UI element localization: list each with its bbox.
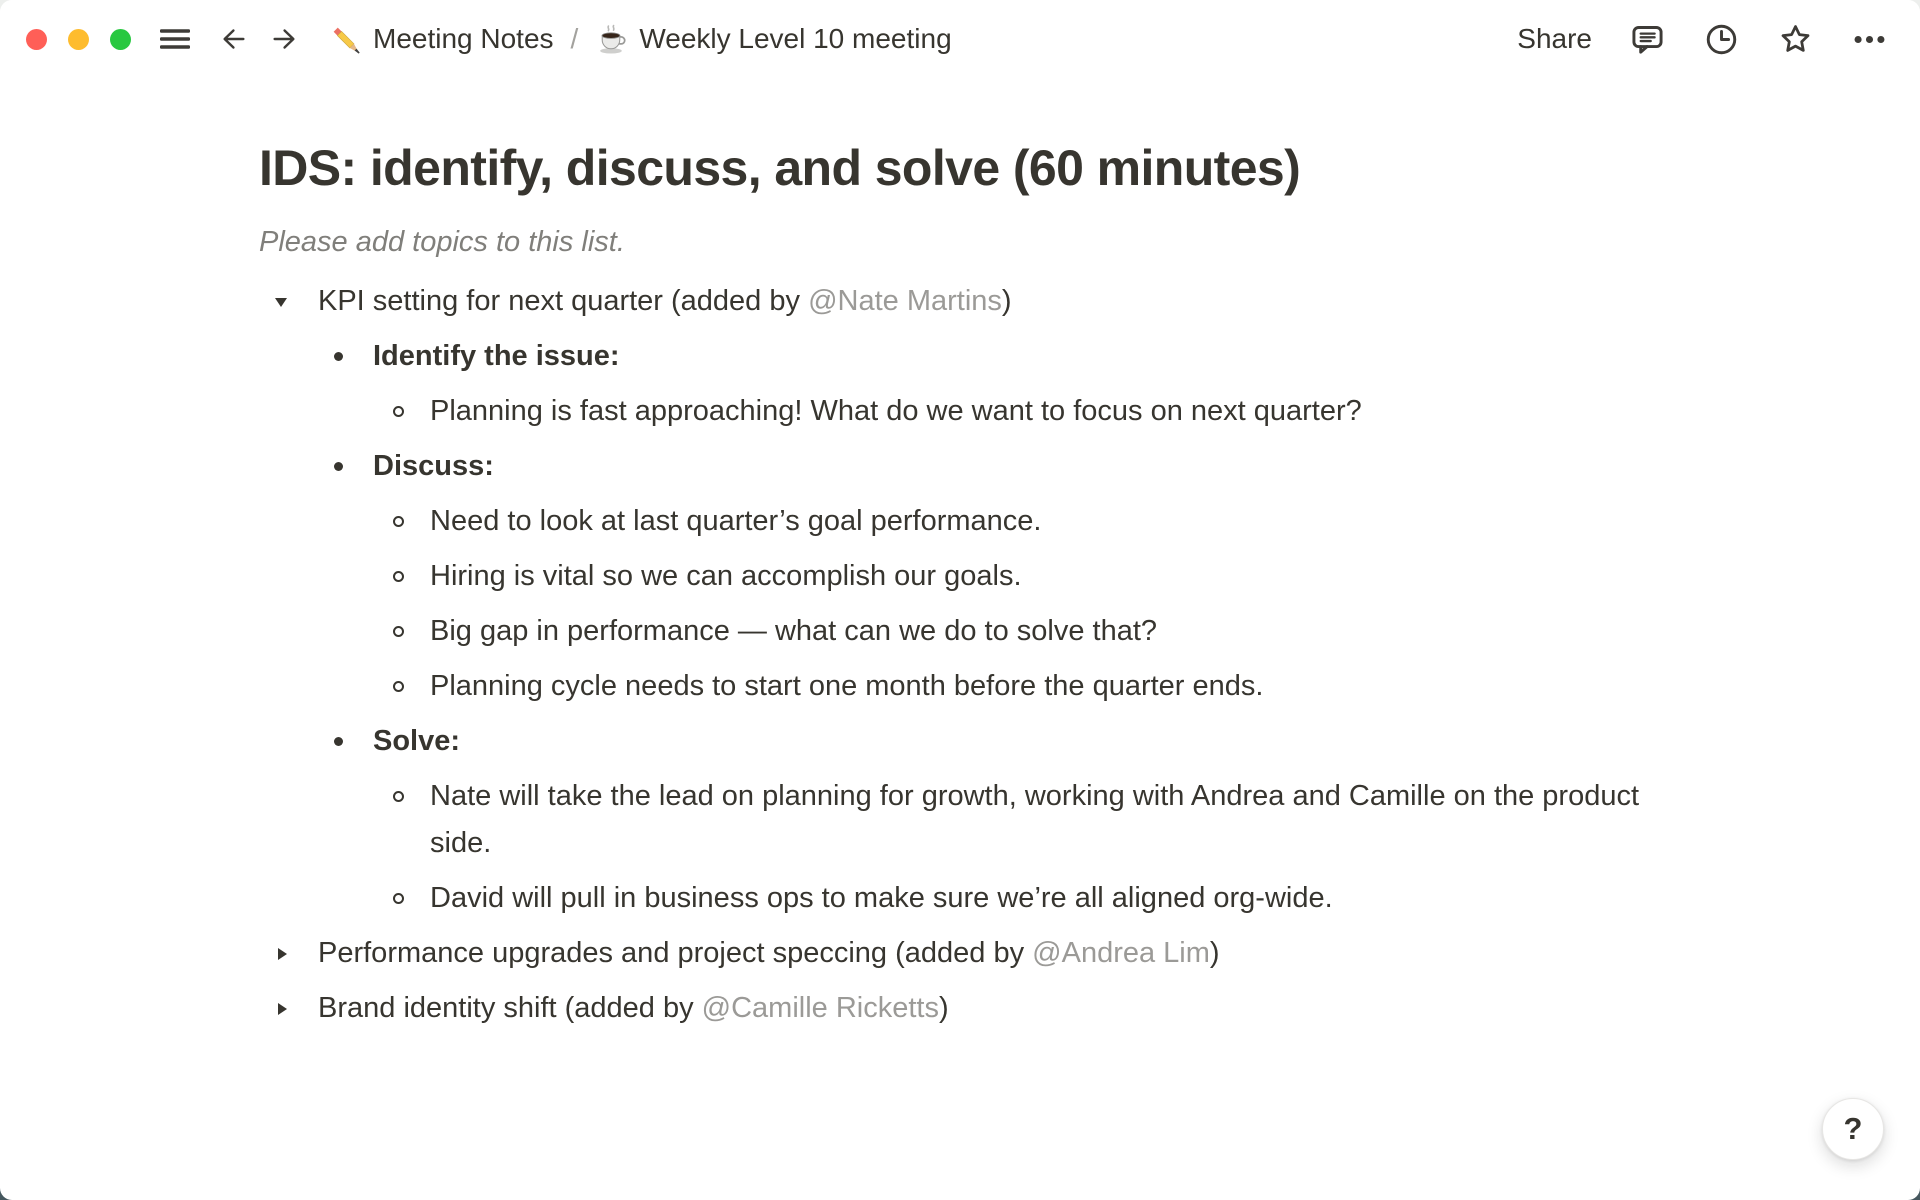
toggle-collapsed-icon[interactable] — [259, 930, 303, 977]
minimize-window-button[interactable] — [68, 29, 89, 50]
sub-bullet-item[interactable] — [379, 553, 1920, 600]
topbar-actions — [1517, 21, 1888, 58]
comments-icon[interactable] — [1629, 21, 1666, 58]
bullet-item[interactable] — [317, 333, 1920, 380]
user-mention[interactable]: @Andrea Lim — [1032, 937, 1210, 969]
more-options-icon[interactable] — [1851, 21, 1888, 58]
bullet-ring-icon — [379, 498, 417, 545]
sub-bullet-text[interactable]: Big gap in performance — what can we do to solve that? — [430, 615, 1158, 647]
breadcrumb-item-current[interactable] — [595, 23, 951, 56]
coffee-icon — [595, 23, 628, 56]
toggle-collapsed-icon[interactable] — [259, 985, 303, 1032]
breadcrumb-separator: / — [570, 23, 579, 54]
bullet-ring-icon — [379, 773, 417, 820]
sub-bullet-item[interactable] — [379, 498, 1920, 545]
toggle-item[interactable] — [259, 930, 1920, 977]
bullet-ring-icon — [379, 608, 417, 655]
user-mention[interactable]: @Nate Martins — [808, 285, 1002, 317]
bullet-item[interactable] — [317, 718, 1920, 765]
bullet-label[interactable]: Discuss: — [373, 450, 494, 482]
topbar — [0, 0, 1920, 78]
share-button[interactable]: Share — [1517, 23, 1592, 54]
close-window-button[interactable] — [26, 29, 47, 50]
zoom-window-button[interactable] — [110, 29, 131, 50]
sub-bullet-text[interactable]: Need to look at last quarter’s goal performance. — [430, 505, 1042, 537]
toggle-text-prefix: KPI setting for next quarter (added by — [318, 285, 809, 317]
bullet-label[interactable]: Solve: — [373, 725, 461, 757]
bullet-ring-icon — [379, 875, 417, 922]
page-subtitle[interactable]: Please add topics to this list. — [259, 226, 625, 258]
toggle-text[interactable] — [318, 985, 949, 1032]
user-mention[interactable]: @Camille Ricketts — [701, 992, 939, 1024]
bullet-ring-icon — [379, 388, 417, 435]
window-controls — [26, 29, 131, 50]
sub-bullet-text[interactable]: Nate will take the lead on planning for growth, working with Andrea and Camille on the product side. — [430, 780, 1640, 859]
breadcrumb-item-meeting-notes[interactable] — [329, 23, 554, 56]
bullet-label[interactable]: Identify the issue: — [373, 340, 620, 372]
bullet-item[interactable] — [317, 443, 1920, 490]
toggle-text[interactable] — [318, 278, 1012, 325]
breadcrumb-current-label: Weekly Level 10 meeting — [639, 23, 952, 54]
toggle-expanded-icon[interactable] — [259, 278, 303, 325]
toggle-text-prefix: Performance upgrades and project speccing (added by — [318, 937, 1033, 969]
page-title[interactable]: IDS: identify, discuss, and solve (60 minutes) — [259, 140, 1301, 196]
toggle-text-suffix: ) — [1001, 285, 1012, 317]
toggle-text-prefix: Brand identity shift (added by — [318, 992, 702, 1024]
page-content — [0, 78, 1920, 1032]
sub-bullet-item[interactable] — [379, 608, 1920, 655]
forward-icon[interactable] — [267, 22, 301, 56]
toggle-text-suffix: ) — [938, 992, 949, 1024]
bullet-ring-icon — [379, 663, 417, 710]
sub-bullet-item[interactable] — [379, 663, 1920, 710]
bullet-disc-icon — [317, 333, 359, 380]
bullet-disc-icon — [317, 443, 359, 490]
toggle-item[interactable] — [259, 985, 1920, 1032]
toggle-item[interactable] — [259, 278, 1920, 325]
toggle-text[interactable] — [318, 930, 1220, 977]
help-button[interactable]: ? — [1822, 1098, 1884, 1160]
sub-bullet-text[interactable]: Hiring is vital so we can accomplish our goals. — [430, 560, 1022, 592]
bullet-ring-icon — [379, 553, 417, 600]
document-body — [259, 278, 1920, 1032]
sub-bullet-text[interactable]: Planning cycle needs to start one month before the quarter ends. — [430, 670, 1264, 702]
sidebar-menu-icon[interactable] — [159, 26, 191, 52]
star-icon[interactable] — [1777, 21, 1814, 58]
sub-bullet-item[interactable] — [379, 875, 1920, 922]
bullet-disc-icon — [317, 718, 359, 765]
sub-bullet-item[interactable] — [379, 388, 1920, 435]
sub-bullet-text[interactable]: David will pull in business ops to make sure we’re all aligned org-wide. — [430, 882, 1333, 914]
breadcrumb — [329, 23, 952, 56]
breadcrumb-parent-label: Meeting Notes — [373, 23, 554, 54]
clock-icon[interactable] — [1703, 21, 1740, 58]
sub-bullet-item[interactable] — [379, 773, 1920, 867]
back-icon[interactable] — [217, 22, 251, 56]
toggle-text-suffix: ) — [1209, 937, 1220, 969]
sub-bullet-text[interactable]: Planning is fast approaching! What do we want to focus on next quarter? — [430, 395, 1362, 427]
pencil-icon — [329, 23, 362, 56]
